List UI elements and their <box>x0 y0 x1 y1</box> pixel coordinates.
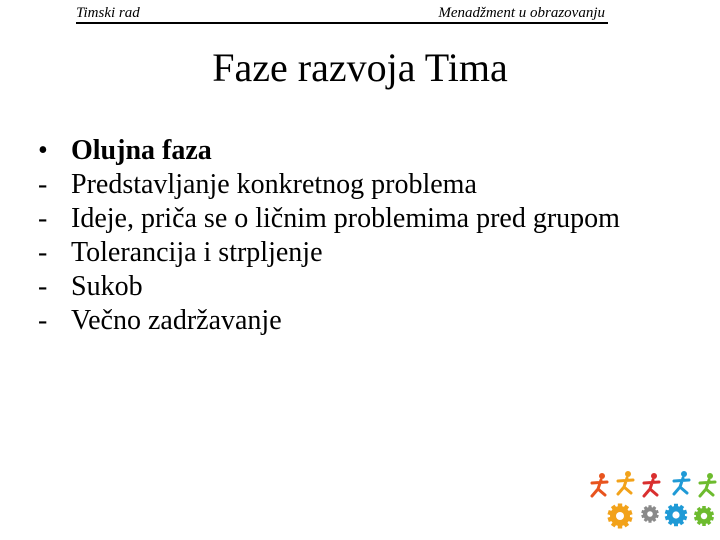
bullet-marker: - <box>38 305 48 336</box>
header-underline <box>76 22 608 24</box>
runner-icon <box>644 473 659 496</box>
bullet-marker: - <box>38 271 48 302</box>
bullet-marker: • <box>38 135 48 166</box>
bullet-item <box>38 270 678 304</box>
teamwork-gears-icon <box>584 470 720 532</box>
gear-icon <box>665 504 688 527</box>
runner-icon <box>674 471 689 494</box>
gear-icon <box>641 505 659 523</box>
runner-icon <box>700 473 715 496</box>
bullet-text: Olujna faza <box>71 135 212 166</box>
bullet-item <box>38 168 678 202</box>
gear-icon <box>607 504 632 529</box>
bullet-item <box>38 304 678 338</box>
bullet-item <box>38 236 678 270</box>
runner-icon <box>618 471 633 494</box>
gear-icon <box>694 506 714 526</box>
bullet-text: Sukob <box>71 271 143 302</box>
bullet-list <box>38 134 678 338</box>
bullet-marker: - <box>38 203 48 234</box>
bullet-text: Predstavljanje konkretnog problema <box>71 169 477 200</box>
bullet-item <box>38 134 678 168</box>
bullet-marker: - <box>38 237 48 268</box>
runner-icon <box>592 473 607 496</box>
header-right-text: Menadžment u obrazovanju <box>438 5 605 21</box>
bullet-text: Večno zadržavanje <box>71 305 282 336</box>
bullet-item <box>38 202 678 236</box>
slide-title: Faze razvoja Tima <box>212 45 508 90</box>
header-left-text: Timski rad <box>76 5 140 21</box>
bullet-text: Ideje, priča se o ličnim problemima pred grupom <box>71 203 620 234</box>
bullet-marker: - <box>38 169 48 200</box>
bullet-text: Tolerancija i strpljenje <box>71 237 323 268</box>
